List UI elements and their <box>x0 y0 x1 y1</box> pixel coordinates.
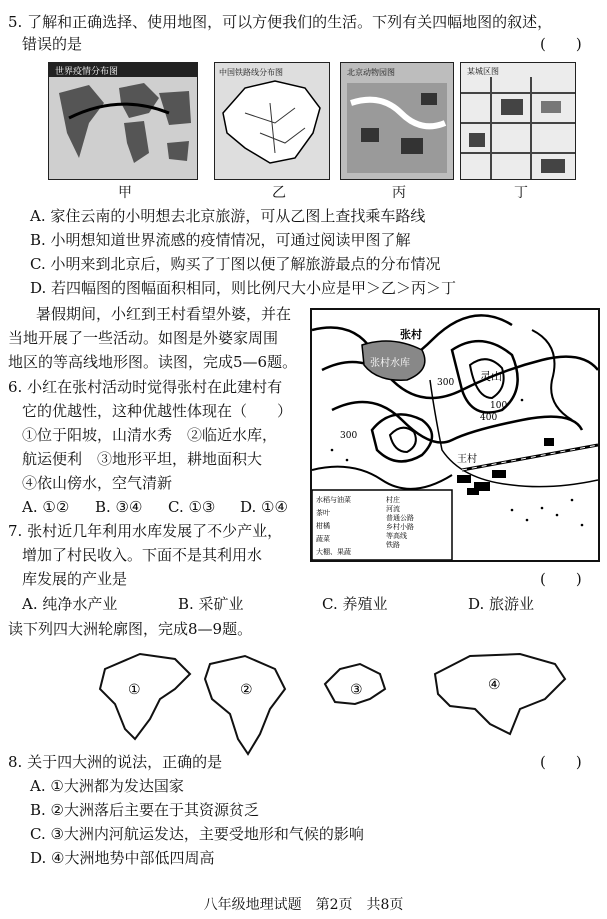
map-ding-image <box>460 62 576 180</box>
label-contour-400: 400 <box>480 413 498 423</box>
page-footer: 八年级地理试题 第2页 共8页 <box>203 897 404 913</box>
q6-line4: 航运便利 ③地形平坦，耕地面积大 <box>22 450 263 468</box>
q6-option-b: B. ③④ <box>95 498 143 516</box>
q7-line1: 7. 张村近几年利用水库发展了不少产业， <box>8 522 283 540</box>
q7-option-d: D. 旅游业 <box>468 595 535 613</box>
legend-4: 大棚、果蔬 <box>316 548 351 556</box>
q6-line5: ④依山傍水，空气清新 <box>22 474 173 492</box>
q8-answer-paren: ( ) <box>540 753 582 771</box>
map-ding-label: 丁 <box>514 185 528 201</box>
q8-stem: 8. 关于四大洲的说法，正确的是 <box>8 753 223 771</box>
q8-option-b: B. ②大洲落后主要在于其资源贫乏 <box>30 801 260 819</box>
legend-0: 水稻与油菜 <box>316 496 351 504</box>
q6-option-c: C. ①③ <box>168 498 216 516</box>
q5-stem-line2: 错误的是 <box>22 35 83 53</box>
q8-option-d: D. ④大洲地势中部低四周高 <box>30 849 215 867</box>
label-contour-300b: 300 <box>437 378 455 388</box>
q8-option-a: A. ①大洲都为发达国家 <box>30 777 184 795</box>
q6-line2: 它的优越性，这种优越性体现在（ ） <box>22 402 293 420</box>
legend-8: 乡村小路 <box>386 523 414 531</box>
legend-2: 柑橘 <box>316 522 330 530</box>
legend-1: 茶叶 <box>316 509 330 517</box>
continent-1-label: ① <box>128 682 141 698</box>
intro56-line1: 暑假期间，小红到王村看望外婆，并在 <box>36 305 292 323</box>
legend-6: 河流 <box>386 505 400 513</box>
map-yi-label: 乙 <box>272 185 286 201</box>
continent-3-label: ③ <box>350 682 363 698</box>
q5-answer-paren: ( ) <box>540 35 582 53</box>
q7-option-c: C. 养殖业 <box>322 595 388 613</box>
legend-5: 村庄 <box>386 496 400 504</box>
intro89: 读下列四大洲轮廓图，完成8—9题。 <box>8 620 253 638</box>
q8-option-c: C. ③大洲内河航运发达，主要受地形和气候的影响 <box>30 825 364 843</box>
q5-stem-line1: 5. 了解和正确选择、使用地图，可以方便我们的生活。下列有关四幅地图的叙述， <box>8 13 553 31</box>
intro56-line2: 当地开展了一些活动。如图是外婆家周围 <box>8 329 279 347</box>
continent-outlines <box>80 644 580 764</box>
q7-option-b: B. 采矿业 <box>178 595 244 613</box>
legend-3: 蔬菜 <box>316 535 330 543</box>
map-jia-image <box>48 62 198 180</box>
map-bing-title: 北京动物园图 <box>347 68 395 77</box>
q7-option-a: A. 纯净水产业 <box>22 595 118 613</box>
q7-line3: 库发展的产业是 <box>22 570 128 588</box>
label-contour-300a: 300 <box>340 431 358 441</box>
q5-option-c: C. 小明来到北京后，购买了丁图以便了解旅游最点的分布情况 <box>30 255 441 273</box>
continent-4-outline <box>435 654 565 734</box>
q6-line3: ①位于阳坡，山清水秀 ②临近水库， <box>22 426 278 444</box>
label-reservoir: 张村水库 <box>370 358 410 369</box>
continent-2-label: ② <box>240 682 253 698</box>
legend-7: 普通公路 <box>386 514 414 522</box>
legend-10: 铁路 <box>386 541 400 549</box>
map-yi-title: 中国铁路线分布图 <box>219 68 283 77</box>
q7-line2: 增加了村民收入。下面不是其利用水 <box>22 546 263 564</box>
label-lingshan: 灵山 <box>480 370 502 383</box>
q5-option-b: B. 小明想知道世界流感的疫情情况，可通过阅读甲图了解 <box>30 231 411 249</box>
contour-map <box>310 308 600 562</box>
q6-option-a: A. ①② <box>22 498 70 516</box>
q7-answer-paren: ( ) <box>540 570 582 588</box>
continent-1-outline <box>100 654 190 739</box>
legend-9: 等高线 <box>386 532 407 540</box>
q5-option-d: D. 若四幅图的图幅面积相同，则比例尺大小应是甲＞乙＞丙＞丁 <box>30 279 457 297</box>
map-jia-label: 甲 <box>118 185 132 201</box>
map-jia-title: 世界疫情分布图 <box>55 67 119 77</box>
map-yi-image <box>214 62 330 180</box>
map-bing-image <box>340 62 454 180</box>
q6-line1: 6. 小红在张村活动时觉得张村在此建村有 <box>8 378 283 396</box>
map-bing-label: 丙 <box>392 185 406 201</box>
continent-2-outline <box>205 656 285 754</box>
label-contour-100: 100 <box>490 401 508 411</box>
intro56-line3: 地区的等高线地形图。读图，完成5—6题。 <box>8 353 298 371</box>
continent-4-label: ④ <box>488 677 501 693</box>
q6-option-d: D. ①④ <box>240 498 288 516</box>
map-ding-title: 某城区图 <box>467 67 499 76</box>
q5-option-a: A. 家住云南的小明想去北京旅游，可从乙图上查找乘车路线 <box>30 207 426 225</box>
label-zhangcun: 张村 <box>400 328 422 341</box>
label-wangcun: 王村 <box>457 454 477 465</box>
